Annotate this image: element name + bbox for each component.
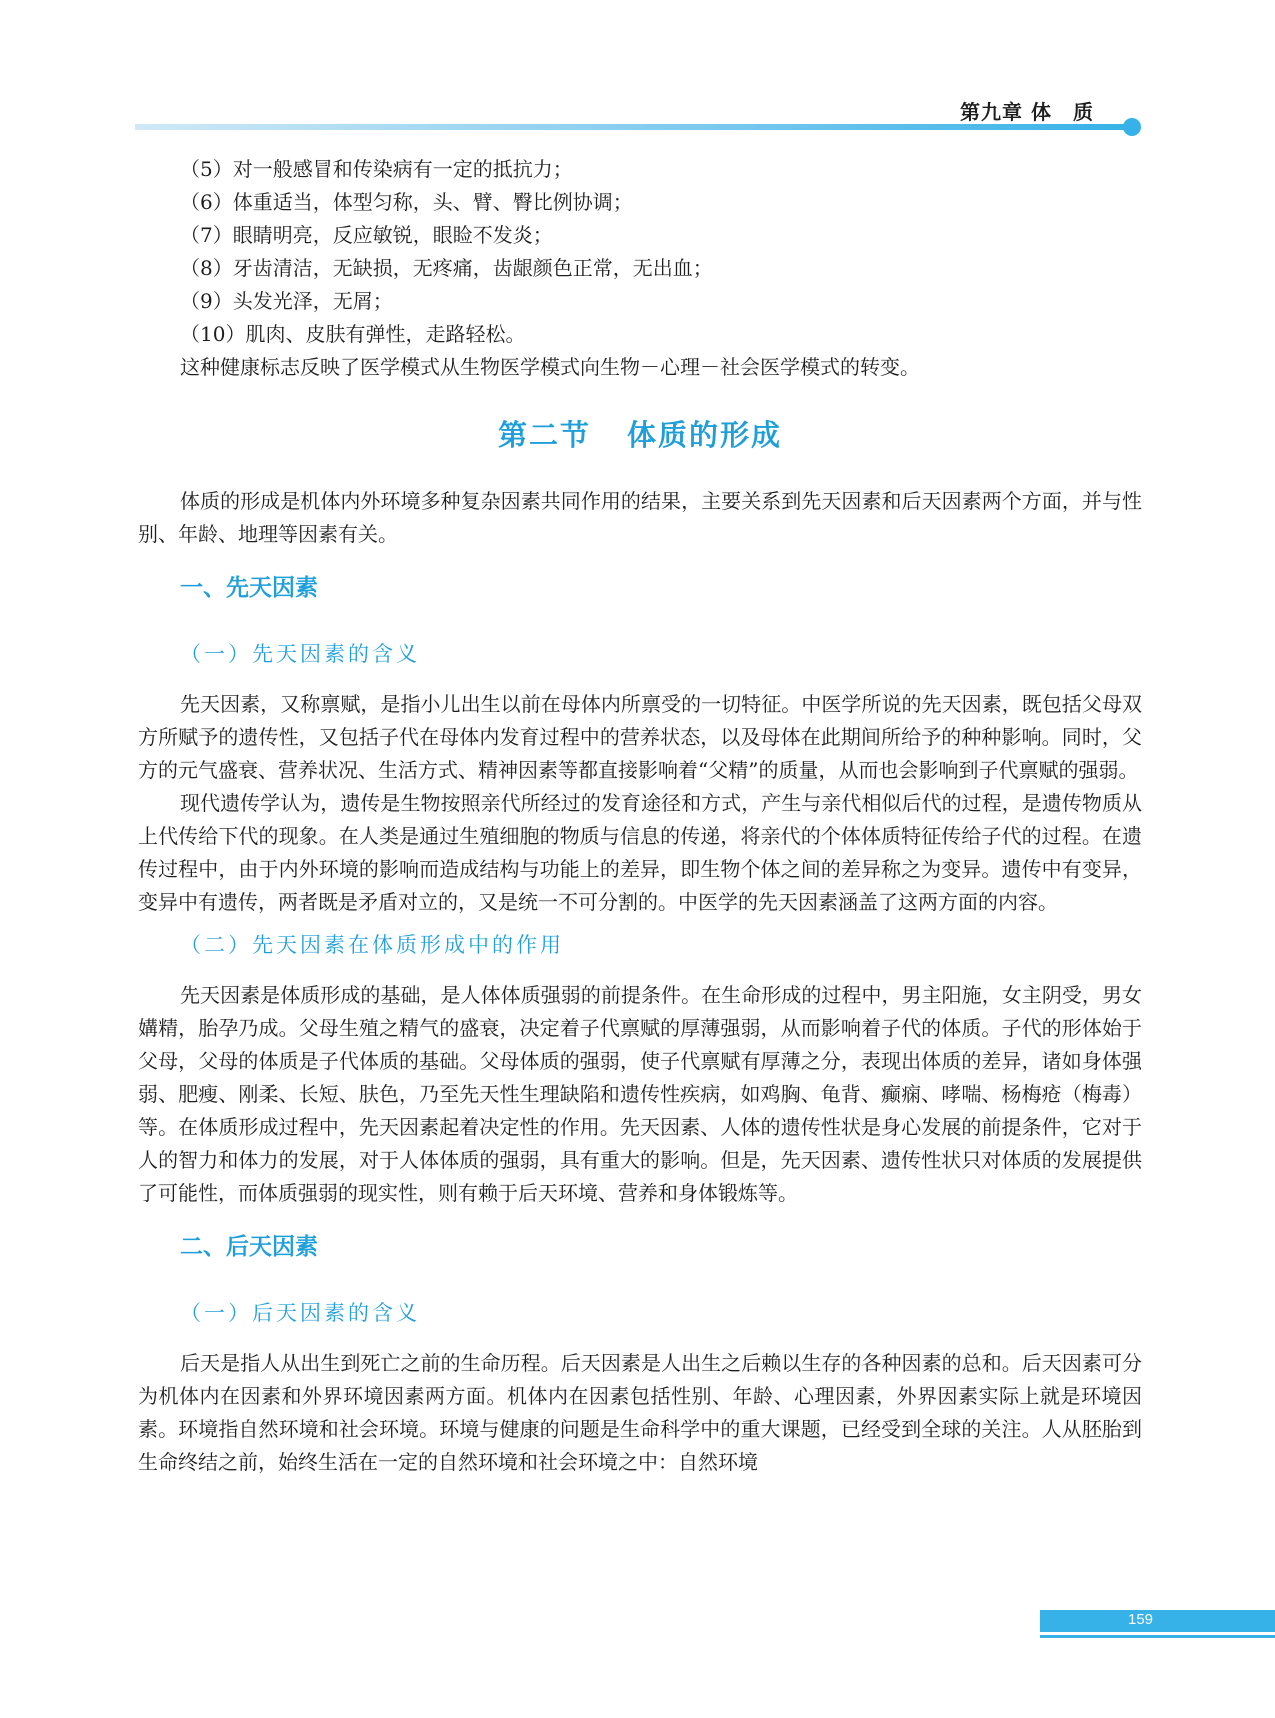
- page-number: 159: [1128, 1611, 1154, 1628]
- list-item: （8）牙齿清洁，无缺损，无疼痛，齿龈颜色正常，无出血；: [180, 256, 713, 280]
- chapter-header: 第九章 体 质: [960, 100, 1094, 124]
- section-title: [138, 415, 1142, 455]
- paragraph: 先天因素，又称禀赋，是指小儿出生以前在母体内所禀受的一切特征。中医学所说的先天因素，既包括父母双方所赋予的遗传性，又包括子代在母体内发育过程中的营养状态，以及母体在此期间所给予的种种影响。同时，父方的元气盛衰、营养状况、生活方式、精神因素等都直接影响着“父精”的质量，从而也会影响到子代禀赋的强弱。: [138, 692, 1142, 782]
- summary-note: 这种健康标志反映了医学模式从生物医学模式向生物－心理－社会医学模式的转变。: [180, 355, 920, 379]
- footer-rule: [1040, 1635, 1275, 1638]
- footer-bar: [1040, 1610, 1275, 1632]
- list-item: （9）头发光泽，无屑；: [180, 289, 393, 313]
- subheading-congenital-role: （二）先天因素在体质形成中的作用: [180, 933, 564, 957]
- list-item: （10）肌肉、皮肤有弹性，走路轻松。: [180, 322, 526, 346]
- header-dot-icon: [1123, 118, 1141, 136]
- subheading-congenital-meaning: （一）先天因素的含义: [180, 642, 420, 666]
- paragraph: 先天因素是体质形成的基础，是人体体质强弱的前提条件。在生命形成的过程中，男主阳施，女主阴受，男女媾精，胎孕乃成。父母生殖之精气的盛衰，决定着子代禀赋的厚薄强弱，从而影响着子代的体质。子代的形体始于父母，父母的体质是子代体质的基础。父母体质的强弱，使子代禀赋有厚薄之分，表现出体质的差异，诸如身体强弱、肥瘦、刚柔、长短、肤色，乃至先天性生理缺陷和遗传性疾病，如鸡胸、龟背、癫痫、哮喘、杨梅疮（梅毒）等。在体质形成过程中，先天因素起着决定性的作用。先天因素、人体的遗传性状是身心发展的前提条件，它对于人的智力和体力的发展，对于人体体质的强弱，具有重大的影响。但是，先天因素、遗传性状只对体质的发展提供了可能性，而体质强弱的现实性，则有赖于后天环境、营养和身体锻炼等。: [138, 983, 1142, 1205]
- heading-acquired-factors: 二、后天因素: [180, 1234, 318, 1260]
- list-item: （5）对一般感冒和传染病有一定的抵抗力；: [180, 157, 573, 181]
- subheading-acquired-meaning: （一）后天因素的含义: [180, 1301, 420, 1325]
- paragraph: 后天是指人从出生到死亡之前的生命历程。后天因素是人出生之后赖以生存的各种因素的总和。后天因素可分为机体内在因素和外界环境因素两方面。机体内在因素包括性别、年龄、心理因素，外界因素实际上就是环境因素。环境指自然环境和社会环境。环境与健康的问题是生命科学中的重大课题，已经受到全球的关注。人从胚胎到生命终结之前，始终生活在一定的自然环境和社会环境之中：自然环境: [138, 1351, 1142, 1474]
- paragraph: 现代遗传学认为，遗传是生物按照亲代所经过的发育途径和方式，产生与亲代相似后代的过程，是遗传物质从上代传给下代的现象。在人类是通过生殖细胞的物质与信息的传递，将亲代的个体体质特征传给子代的过程。在遗传过程中，由于内外环境的影响而造成结构与功能上的差异，即生物个体之间的差异称之为变异。遗传中有变异，变异中有遗传，两者既是矛盾对立的，又是统一不可分割的。中医学的先天因素涵盖了这两方面的内容。: [138, 791, 1142, 914]
- heading-congenital-factors: 一、先天因素: [180, 575, 318, 601]
- header-rule: [135, 124, 1130, 130]
- section-name: 体质的形成: [627, 418, 783, 452]
- page-content: [138, 153, 1142, 1479]
- intro-paragraph: 体质的形成是机体内外环境多种复杂因素共同作用的结果，主要关系到先天因素和后天因素两个方面，并与性别、年龄、地理等因素有关。: [138, 489, 1142, 546]
- list-item: （6）体重适当，体型匀称，头、臂、臀比例协调；: [180, 190, 633, 214]
- list-item: （7）眼睛明亮，反应敏锐，眼睑不发炎；: [180, 223, 553, 247]
- section-number: 第二节: [497, 418, 591, 452]
